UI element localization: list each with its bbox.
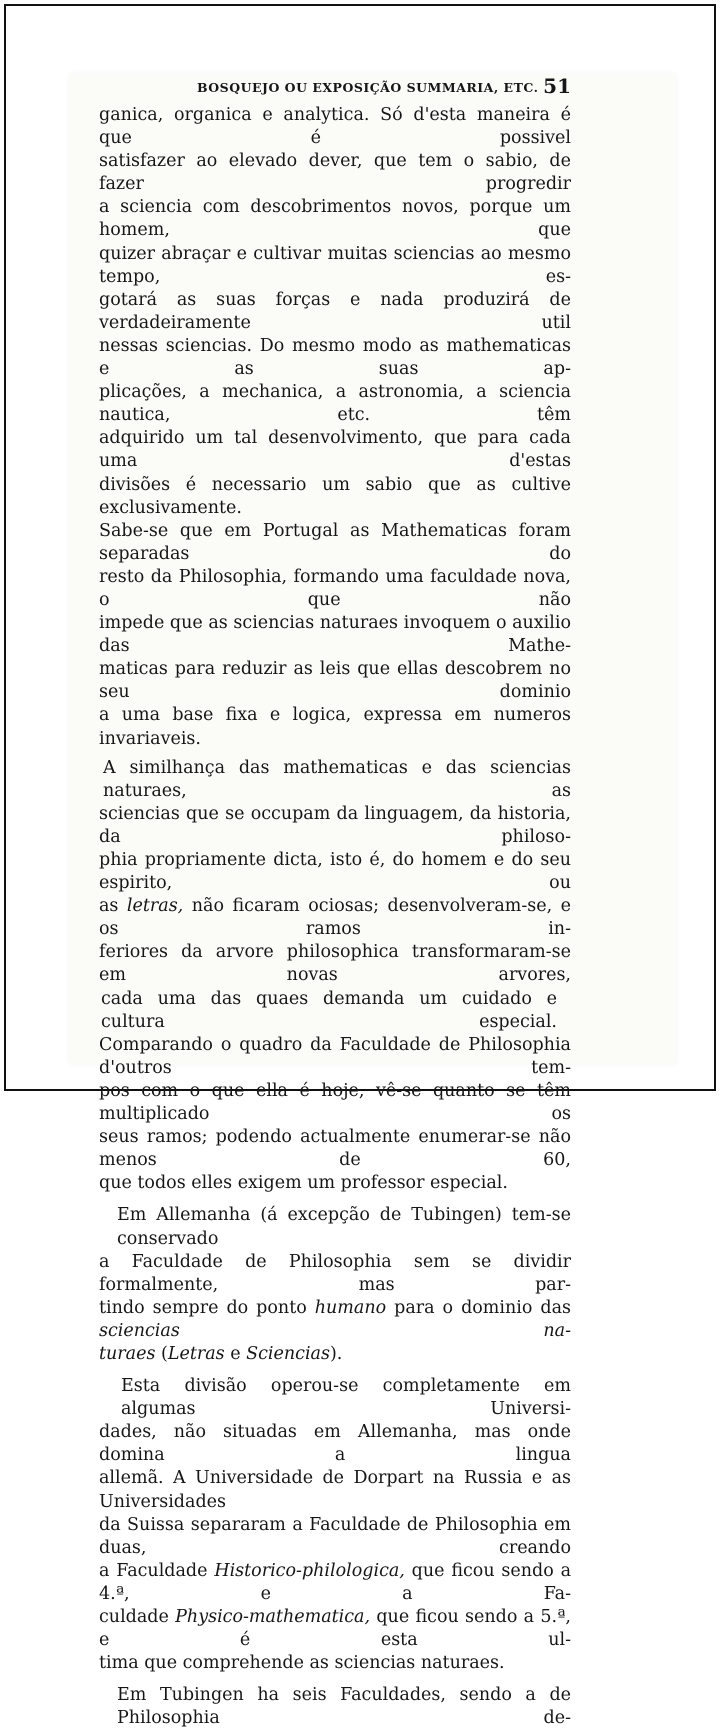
text-fragment: ( xyxy=(155,1343,168,1364)
page-content xyxy=(99,76,571,1730)
text-fragment: que ficou sendo a 5.ª, e é esta ul- xyxy=(99,1607,571,1651)
text-line: maticas para reduzir as leis que ellas descobrem no seu dominio xyxy=(99,659,571,703)
text-line: impede que as sciencias naturaes invoquem o auxilio das Mathe- xyxy=(99,613,571,657)
text-line xyxy=(99,895,571,941)
text-line: a uma base fixa e logica, expressa em numeros invariaveis. xyxy=(99,705,571,749)
text-fragment: tindo sempre do ponto xyxy=(99,1297,315,1318)
text-line: Comparando o quadro da Faculdade de Philosophia d'outros tem- xyxy=(99,1034,571,1078)
text-line: divisões é necessario um sabio que as cultive exclusivamente. xyxy=(99,474,571,518)
paragraph-4 xyxy=(99,1375,571,1675)
italic-term-letras-2: Letras xyxy=(167,1343,225,1364)
text-line xyxy=(99,1343,571,1366)
text-fragment: a Faculdade xyxy=(99,1560,215,1581)
text-line: Sabe-se que em Portugal as Mathematicas foram separadas do xyxy=(99,520,571,564)
text-line: que todos elles exigem um professor especial. xyxy=(99,1173,508,1194)
text-line xyxy=(99,1560,571,1606)
paragraph-5 xyxy=(99,1684,571,1730)
text-line: a Faculdade de Philosophia sem se dividir formalmente, mas par- xyxy=(99,1251,571,1295)
text-line: sciencias que se occupam da linguagem, da historia, da philoso- xyxy=(99,803,571,847)
paragraph-1 xyxy=(99,104,571,751)
text-line: quizer abraçar e cultivar muitas sciencias ao mesmo tempo, es- xyxy=(99,243,571,287)
italic-term-letras: letras, xyxy=(126,896,184,917)
text-fragment: ). xyxy=(329,1343,343,1364)
text-line: allemã. A Universidade de Dorpart na Russia e as Universidades xyxy=(99,1468,571,1512)
italic-term-sciencias-2: Sciencias xyxy=(246,1343,330,1364)
text-fragment: que ficou sendo a 4.ª, e a Fa- xyxy=(99,1560,572,1604)
text-fragment: para o dominio das xyxy=(386,1297,571,1318)
text-line: seus ramos; podendo actualmente enumerar-se não menos de 60, xyxy=(99,1127,571,1171)
italic-term-turaes: turaes xyxy=(99,1343,156,1364)
text-line: feriores da arvore philosophica transformaram-se em novas arvores, xyxy=(99,942,571,986)
text-line xyxy=(99,1606,571,1652)
paragraph-3 xyxy=(99,1204,571,1366)
text-line: phia propriamente dicta, isto é, do homem e do seu espirito, ou xyxy=(99,850,571,894)
text-fragment: as xyxy=(99,896,127,917)
text-line: ganica, organica e analytica. Só d'esta maneira é que é possivel xyxy=(99,105,571,149)
text-line: plicações, a mechanica, a astronomia, a sciencia nautica, etc. têm xyxy=(99,382,571,426)
text-line: Esta divisão operou-se completamente em algumas Universi- xyxy=(121,1376,571,1420)
italic-term-physico: Physico-mathematica, xyxy=(175,1607,371,1627)
text-line: gotará as suas forças e nada produzirá de verdadeiramente util xyxy=(99,289,571,333)
text-line: dades, não situadas em Allemanha, mas onde domina a lingua xyxy=(99,1422,571,1466)
text-line: A similhança das mathematicas e das sciencias naturaes, as xyxy=(103,757,571,801)
text-line: tima que comprehende as sciencias naturaes. xyxy=(99,1653,505,1674)
text-line: da Suissa separaram a Faculdade de Philosophia em duas, creando xyxy=(99,1514,571,1558)
text-line: cada uma das quaes demanda um cuidado e cultura especial. xyxy=(101,988,557,1032)
text-fragment: e xyxy=(224,1343,247,1364)
text-line: resto da Philosophia, formando uma faculdade nova, o que não xyxy=(99,566,571,610)
text-fragment: culdade xyxy=(99,1607,176,1627)
page-header xyxy=(99,76,571,104)
text-line xyxy=(99,1297,571,1343)
text-line: a sciencia com descobrimentos novos, porque um homem, que xyxy=(99,197,571,241)
text-fragment: não ficaram ociosas; desenvolveram-se, e os ramos in- xyxy=(99,896,572,940)
text-line: Em Tubingen ha seis Faculdades, sendo a de Philosophia de- xyxy=(117,1685,571,1729)
text-line: Em Allemanha (á excepção de Tubingen) tem-se conservado xyxy=(117,1205,571,1249)
text-line: adquirido um tal desenvolvimento, que para cada uma d'estas xyxy=(99,428,571,472)
text-line: satisfazer ao elevado dever, que tem o sabio, de fazer progredir xyxy=(99,151,571,195)
text-line: nessas sciencias. Do mesmo modo as mathematicas e as suas ap- xyxy=(99,335,571,380)
page-number: 51 xyxy=(543,74,571,98)
italic-term-humano: humano xyxy=(314,1297,387,1318)
running-head: BOSQUEJO OU EXPOSIÇÃO SUMMARIA, ETC. xyxy=(197,80,539,95)
italic-term-historico: Historico-philologica, xyxy=(214,1560,405,1581)
paragraph-2 xyxy=(99,757,571,1196)
italic-term-sciencias: sciencias na- xyxy=(99,1320,571,1341)
text-line: pos com o que ella é hoje, vê-se quanto se têm multiplicado os xyxy=(99,1080,571,1125)
